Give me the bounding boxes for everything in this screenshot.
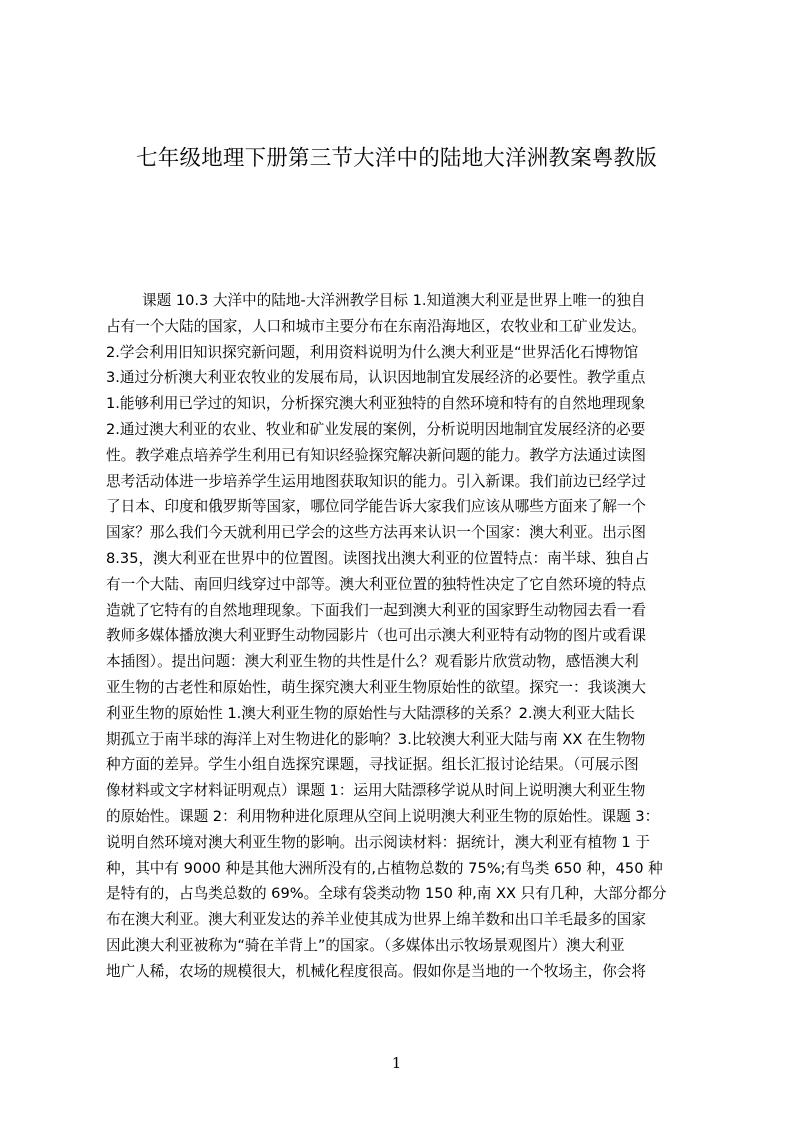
body-line: 有一个大陆、南回归线穿过中部等。澳大利亚位置的独特性决定了它自然环境的特点 [106,575,646,593]
document-title: 七年级地理下册第三节大洋中的陆地大洋洲教案粤教版 [136,146,657,171]
body-line: 布在澳大利亚。澳大利亚发达的养羊业使其成为世界上绵羊数和出口羊毛最多的国家 [106,911,646,929]
body-line: 说明自然环境对澳大利亚生物的影响。出示阅读材料：据统计，澳大利亚有植物 1 于 [106,833,650,851]
body-line: 期孤立于南半球的海洋上对生物进化的影响？3.比较澳大利亚大陆与南 XX 在生物物 [106,730,646,748]
body-line: 教师多媒体播放澳大利亚野生动物园影片（也可出示澳大利亚特有动物的图片或看课 [106,627,646,645]
body-line: 占有一个大陆的国家，人口和城市主要分布在东南沿海地区，农牧业和工矿业发达。 [106,317,646,335]
body-line: 地广人稀，农场的规模很大，机械化程度很高。假如你是当地的一个牧场主，你会将 [106,962,646,980]
document-body [106,288,698,985]
body-line: 像材料或文字材料证明观点）课题 1：运用大陆漂移学说从时间上说明澳大利亚生物 [106,782,646,800]
body-line: 国家？那么我们今天就利用已学会的这些方法再来认识一个国家：澳大利亚。出示图 [106,524,646,542]
body-line: 了日本、印度和俄罗斯等国家，哪位同学能告诉大家我们应该从哪些方面来了解一个 [106,498,646,516]
body-line: 种，其中有 9000 种是其他大洲所没有的,占植物总数的 75%;有鸟类 650 种，450 种 [106,859,663,877]
body-line: 因此澳大利亚被称为“骑在羊背上”的国家。（多媒体出示牧场景观图片）澳大利亚 [106,936,625,954]
body-line: 种方面的差异。学生小组自选探究课题，寻找证据。组长汇报讨论结果。（可展示图 [106,756,639,774]
body-line: 是特有的，占鸟类总数的 69%。全球有袋类动物 150 种,南 XX 只有几种，大部分都分 [106,885,667,903]
body-line: 1.能够利用已学过的知识，分析探究澳大利亚独特的自然环境和特有的自然地理现象 [106,395,646,413]
body-line: 亚生物的古老性和原始性，萌生探究澳大利亚生物原始性的欲望。探究一：我谈澳大 [106,678,646,696]
body-line: 思考活动体进一步培养学生运用地图获取知识的能力。引入新课。我们前边已经学过 [106,472,646,490]
body-line: 2.学会利用旧知识探究新问题，利用资料说明为什么澳大利亚是“世界活化石博物馆 [106,343,639,361]
body-line: 性。教学难点培养学生利用已有知识经验探究解决新问题的能力。教学方法通过读图 [106,446,646,464]
body-line: 3.通过分析澳大利亚农牧业的发展布局，认识因地制宜发展经济的必要性。教学重点 [106,369,646,387]
body-line: 的原始性。课题 2：利用物种进化原理从空间上说明澳大利亚生物的原始性。课题 3： [106,807,660,825]
body-line: 2.通过澳大利亚的农业、牧业和矿业发展的案例，分析说明因地制宜发展经济的必要 [106,420,646,438]
body-line: 造就了它特有的自然地理现象。下面我们一起到澳大利亚的国家野生动物园去看一看 [106,601,646,619]
body-line: 8.35，澳大利亚在世界中的位置图。读图找出澳大利亚的位置特点：南半球、独自占 [106,549,650,567]
body-line: 利亚生物的原始性 1.澳大利亚生物的原始性与大陆漂移的关系？2.澳大利亚大陆长 [106,704,635,722]
body-line: 本插图）。提出问题：澳大利亚生物的共性是什么？观看影片欣赏动物，感悟澳大利 [106,653,639,671]
page-number: 1 [391,1054,402,1072]
body-line: 课题 10.3 大洋中的陆地-大洋洲教学目标 1.知道澳大利亚是世界上唯一的独自 [142,292,646,309]
